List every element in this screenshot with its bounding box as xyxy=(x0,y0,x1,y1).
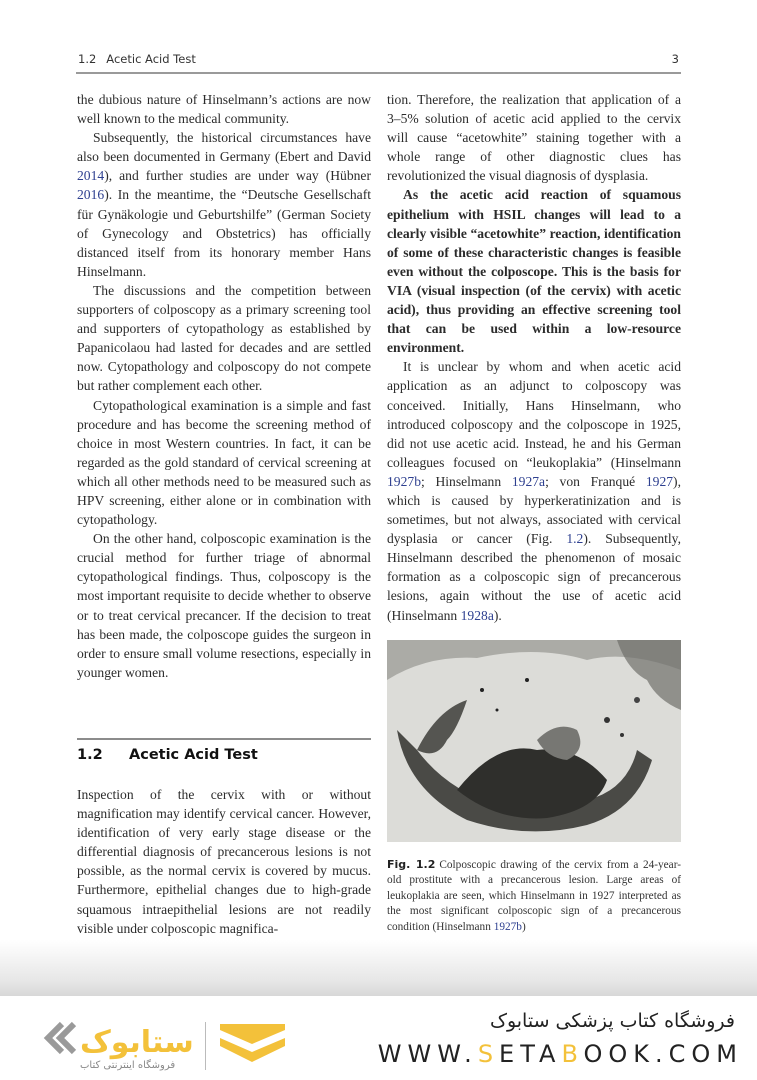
citation-link[interactable]: 1927 xyxy=(645,473,674,489)
highlighted-paragraph: As the acetic acid reaction of squamous epithelium with HSIL changes will lead to a clearly visible “acetowhite” reaction, identification of some of these characteristic changes is feasible even without the colposcope. This is the basis for VIA (visual inspection (of the cervix) with acetic acid), thus providing an effective screening tool that can be used within a low-resource environment. xyxy=(387,187,681,356)
running-header xyxy=(76,50,681,74)
store-name: فروشگاه کتاب پزشکی ستابوک xyxy=(489,1010,735,1032)
store-url[interactable]: WWW.SETABOOK.COM xyxy=(377,1040,743,1068)
paragraph: On the other hand, colposcopic examination is the crucial method for further triage of abnormal cytopathological findings. Thus, colposcopy is the most important requisite to decide whether to observe or to treat cervical precancer. If the decision to treat has been made, the colposcope guides the surgeon in order to ensure small volume resections, especially in younger women. xyxy=(77,531,371,680)
page-bottom-shadow xyxy=(0,940,757,996)
figure-caption: Fig. 1.2 Colposcopic drawing of the cervix from a 24-year-old prostitute with a precancerous lesion. Large areas of leukoplakia are seen, which Hinselmann in 1927 interpreted as the most significant colposcopic sign of a precancerous condition (Hinselmann 1927b) xyxy=(387,858,681,933)
figure-image-colposcopic-drawing xyxy=(387,640,681,842)
left-column xyxy=(77,90,371,682)
figure-link[interactable]: 1.2 xyxy=(566,531,584,547)
citation-link[interactable]: 2014 xyxy=(77,168,105,184)
citation-link[interactable]: 1928a xyxy=(460,607,494,623)
citation-link[interactable]: 1927a xyxy=(511,473,546,489)
paragraph: Subsequently, the historical circumstances have also been documented in Germany (Ebert and David 2014), and further studies are under way (Hübner 2016). In the meantime, the “Deutsche Gesellschaft für Gynäkologie und Geburtshilfe” (German Society of Gynecology and Obstetrics) has officially distanced itself from its honorary member Hans Hinselmann. xyxy=(77,130,371,279)
double-chevron-icon xyxy=(48,1024,74,1052)
figure-label: Fig. 1.2 xyxy=(387,858,436,871)
setabook-logo xyxy=(40,1012,300,1072)
citation-link[interactable]: 1927b xyxy=(493,920,522,933)
logo-divider xyxy=(205,1022,206,1070)
citation-link[interactable]: 1927b xyxy=(387,473,421,489)
paragraph: Cytopathological examination is a simple and fast procedure and has become the screening method of choice in most Western countries. In fact, it can be regarded as the gold standard of cervical screening at which all other methods need to be measured such as HPV screening, either alone or in combination with cytopathology. xyxy=(77,397,371,528)
logo-subtitle: فروشگاه اینترنتی کتاب xyxy=(80,1060,176,1071)
paragraph: The discussions and the competition between supporters of colposcopy as a primary screening tool and supporters of cytopathology as established by Papanicolaou had lasted for decades and are settled now. Cytopathology and colposcopy do not compete but rather complement each other. xyxy=(77,282,371,394)
chevron-shield-icon xyxy=(220,1024,285,1062)
cervix-drawing xyxy=(387,640,681,842)
paragraph: the dubious nature of Hinselmann’s actions are now well known to the medical community. xyxy=(77,92,371,127)
paragraph: It is unclear by whom and when acetic acid application as an adjunct to colposcopy was conceived. Initially, Hans Hinselmann, who introduced colposcopy and the colposcope in 1925, did not use acetic acid. Instead, he and his German colleagues focused on “leukoplakia” (Hinselmann 1927b; Hinselmann 1927a; von Franqué 1927), which is caused by hyperkeratinization and is sometimes, but not always, associated with cervical dysplasia or cancer (Fig. 1.2). Subsequently, Hinselmann described the phenomenon of mosaic formation as a colposcopic sign of precancerous lesions, again without the use of acetic acid (Hinselmann 1928a). xyxy=(387,359,681,623)
paragraph: tion. Therefore, the realization that application of a 3–5% solution of acetic acid applied to the cervix will cause “acetowhite” staining together with a whole range of other diagnostic clues has revolutionized the visual diagnosis of dysplasia. xyxy=(387,92,681,184)
citation-link[interactable]: 2016 xyxy=(77,187,105,203)
section-heading: 1.2 Acetic Acid Test xyxy=(77,738,371,763)
page-number: 3 xyxy=(671,52,679,66)
right-column xyxy=(387,90,681,625)
logo-wordmark: ستابوک xyxy=(80,1025,194,1060)
section-body: Inspection of the cervix with or without magnification may identify cervical cancer. However, identification of very early stage disease or the differential diagnosis of precancerous lesions is not possible, as the normal cervix is covered by mucus. Furthermore, epithelial changes due to high-grade squamous intraepithelial lesions are not readily visible under colposcopic magnifica- xyxy=(77,787,371,936)
running-header-section: 1.2 Acetic Acid Test xyxy=(78,52,196,66)
